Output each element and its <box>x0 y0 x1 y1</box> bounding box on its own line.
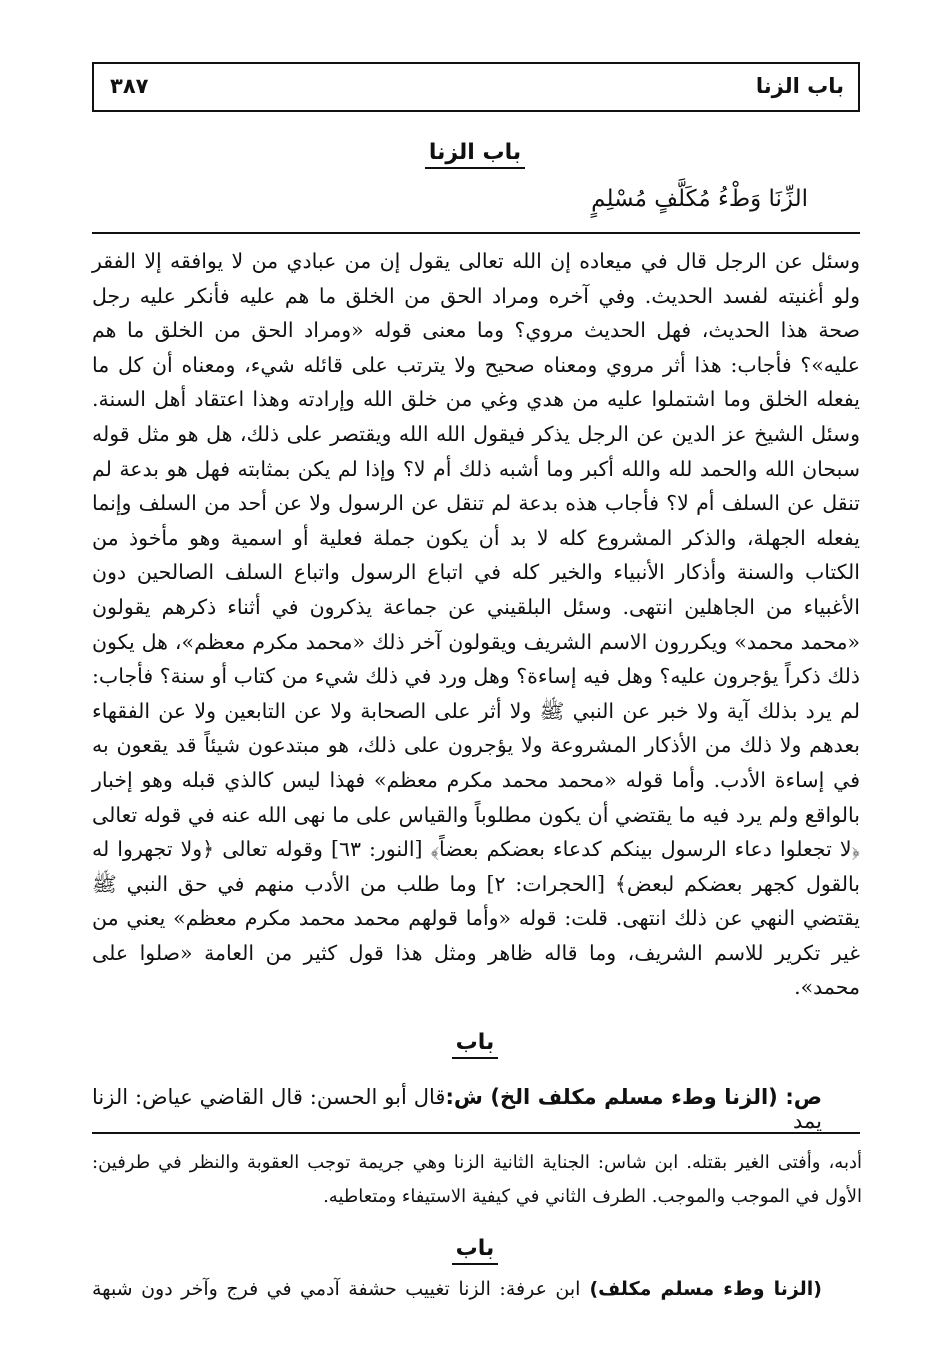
chapter-title-text: باب الزنا <box>425 140 525 169</box>
running-header <box>92 62 860 112</box>
sharh-prefix: ص: (الزنا وطء مسلم مكلف الخ) ش: <box>445 1085 822 1109</box>
footnote-text: أدبه، وأفتى الغير بقتله. ابن شاس: الجناية الثانية الزنا وهي جريمة توجب العقوبة والنظر في طرفين: الأول في الموجب والموجب. الطرف الثاني في كيفية الاستيفاء ومتعاطيه. <box>92 1152 862 1207</box>
sharh-line <box>92 1085 822 1133</box>
page-number: ٣٨٧ <box>110 74 149 98</box>
running-header-title: باب الزنا <box>755 74 844 98</box>
ibn-arafa-line <box>92 1278 822 1300</box>
section-heading-bab-2 <box>0 1236 950 1261</box>
section-heading-bab-2-text: باب <box>452 1236 499 1265</box>
matn-text: الزِّنَا وَطْءُ مُكَلَّفٍ مُسْلِمٍ <box>591 186 808 212</box>
section-heading-bab-text: باب <box>452 1030 499 1059</box>
chapter-title <box>0 140 950 165</box>
ibn-arafa-prefix: (الزنا وطء مسلم مكلف) <box>589 1278 822 1300</box>
section-heading-bab <box>0 1030 950 1055</box>
commentary-body: وسئل عن الرجل قال في ميعاده إن الله تعالى يقول إن من عبادي من لا يوافقه إلا الفقر ولو أغنيته لفسد الحديث. وفي آخره ومراد الحق من الخلق ما هم عليه فأنكر عليه رجل صحة هذا الحديث، فهل الحديث مروي؟ وما معنى قوله «ومراد الحق من الخلق ما هم عليه»؟ فأجاب: هذا أثر مروي ومعناه صحيح ولا يترتب على قائله شيء، ومعناه أن كل ما يفعله الخلق وما اشتملوا عليه من هدي وغي من خلق الله وإرادته وهذا اعتقاد أهل السنة. وسئل الشيخ عز الدين عن الرجل يذكر فيقول الله الله ويقتصر على ذلك، هل هو مثل قوله سبحان الله والحمد لله والله أكبر وما أشبه ذلك أم لا؟ وإذا لم يكن بمثابته فهل هو بدعة لم تنقل عن السلف أم لا؟ فأجاب هذه بدعة لم تنقل عن الرسول ولا عن أحد من السلف وإنما يفعله الجهلة، والذكر المشروع كله لا بد أن يكون جملة فعلية أو اسمية وهو مأخوذ من الكتاب والسنة وأذكار الأنبياء والخير كله في اتباع الرسول واتباع السلف الصالحين دون الأغبياء من الجاهلين انتهى. وسئل البلقيني عن جماعة يذكرون في أثناء ذكرهم يقولون «محمد محمد» ويكررون الاسم الشريف ويقولون آخر ذلك «محمد مكرم معظم»، هل يكون ذلك ذكراً يؤجرون عليه؟ وهل فيه إساءة؟ وهل ورد في ذلك شيء من كتاب أو سنة؟ فأجاب: لم يرد بذلك آية ولا خبر عن النبي ﷺ ولا أثر على الصحابة ولا عن التابعين ولا عن الفقهاء بعدهم ولا ذلك من الأذكار المشروعة ولا يؤجرون على ذلك، هو مبتدعون شيئاً قد يقعون به في إساءة الأدب. وأما قوله «محمد محمد مكرم معظم» فهذا ليس كالذي قبله وهو إخبار بالواقع ولم يرد فيه ما يقتضي أن يكون مطلوباً والقياس على ما نهى الله عنه في قوله تعالى ﴿لا تجعلوا دعاء الرسول بينكم كدعاء بعضكم بعضاً﴾ [النور: ٦٣] وقوله تعالى ﴿ولا تجهروا له بالقول كجهر بعضكم لبعض﴾ [الحجرات: ٢] وما طلب من الأدب منهم في حق النبي ﷺ يقتضي النهي عن ذلك انتهى. قلت: قوله «وأما قولهم محمد محمد مكرم معظم» يعني من غير تكرير للاسم الشريف، وما قاله ظاهر ومثل هذا قول كثير من العامة «صلوا على محمد». <box>92 249 861 1000</box>
footnote-divider <box>92 1132 860 1134</box>
ibn-arafa-text: ابن عرفة: الزنا تغييب حشفة آدمي في فرج وآخر دون شبهة <box>92 1278 581 1300</box>
matn-divider <box>92 232 860 234</box>
sharh-text: قال أبو الحسن: قال القاضي عياض: الزنا يمد <box>92 1085 822 1133</box>
